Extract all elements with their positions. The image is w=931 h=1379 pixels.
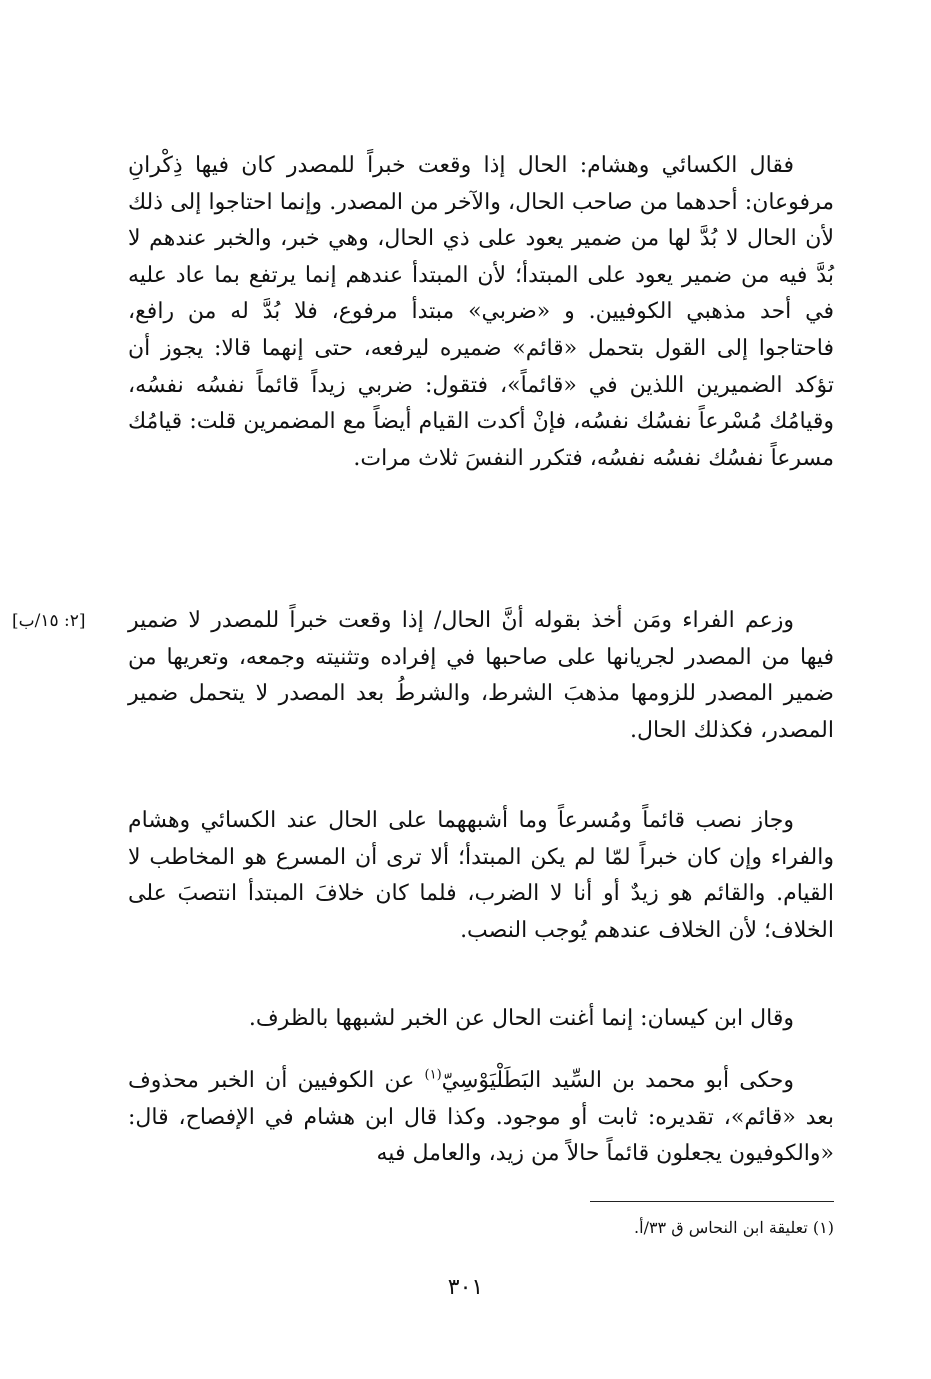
paragraph-2	[128, 603, 834, 749]
paragraph-text: وزعم الفراء ومَن أخذ بقوله أنَّ الحال/ إذا وقعت خبراً للمصدر لا ضمير فيها من المصدر لجريانها على صاحبها في إفراده وتثنيته وجمعه، وتعريها من ضمير المصدر للزومها مذهبَ الشرط، والشرطُ بعد المصدر لا يتحمل ضمير المصدر، فكذلك الحال.	[128, 608, 834, 743]
paragraph-3	[128, 803, 834, 949]
page-number: ٣٠١	[447, 1275, 484, 1300]
paragraph-4	[128, 1001, 834, 1038]
margin-marker: [٢: ١٥/ب]	[12, 611, 86, 631]
paragraph-text-part: عن الكوفيين أن الخبر محذوف بعد «قائم»، تقديره: ثابت أو موجود. وكذا قال ابن هشام في الإفصاح، قال: «والكوفيون يجعلون قائماً حالاً من زيد، والعامل فيه	[128, 1068, 834, 1167]
paragraph-1	[128, 148, 834, 477]
paragraph-text: وجاز نصب قائماً ومُسرعاً وما أشبههما على الحال عند الكسائي وهشام والفراء وإن كان خبراً لمّا لم يكن المبتدأ؛ ألا ترى أن المسرع هو المخاطب لا القيام. والقائم هو زيدٌ أو أنا لا الضرب، فلما كان خلافَ المبتدأ انتصبَ على الخلاف؛ لأن الخلاف عندهم يُوجب النصب.	[128, 808, 834, 943]
footnote: (١) تعليقة ابن النحاس ق ٣٣/أ.	[634, 1218, 834, 1237]
footnote-reference: (١)	[424, 1067, 442, 1083]
paragraph-5	[128, 1063, 834, 1173]
paragraph-text: فقال الكسائي وهشام: الحال إذا وقعت خبراً للمصدر كان فيها ذِكْرانِ مرفوعان: أحدهما من صاحب الحال، والآخر من المصدر. وإنما احتاجوا إلى ذلك لأن الحال لا بُدَّ لها من ضمير يعود على ذي الحال، وهي خبر، والخبر عندهم لا بُدَّ فيه من ضمير يعود على المبتدأ؛ لأن المبتدأ عندهم إنما يرتفع بما عاد عليه في أحد مذهبي الكوفيين. و «ضربي» مبتدأ مرفوع، فلا بُدَّ له من رافع، فاحتاجوا إلى القول بتحمل «قائم» ضميره ليرفعه، حتى إنهما قالا: يجوز أن تؤكد الضميرين اللذين في «قائماً»، فتقول: ضربي زيداً قائماً نفسُه نفسُه، وقيامُك مُسْرعاً نفسُك نفسُه، فإنْ أكدت القيام أيضاً مع المضمرين قلت: قيامُك مسرعاً نفسُك نفسُه نفسُه، فتكرر النفسَ ثلاث مرات.	[128, 153, 834, 471]
paragraph-text	[128, 1063, 834, 1173]
paragraph-text-part: وحكى أبو محمد بن السِّيد البَطَلْيَوْسِيّ	[441, 1068, 794, 1093]
footnote-separator	[590, 1201, 834, 1202]
paragraph-text: وقال ابن كيسان: إنما أغنت الحال عن الخبر لشبهها بالظرف.	[248, 1006, 794, 1031]
